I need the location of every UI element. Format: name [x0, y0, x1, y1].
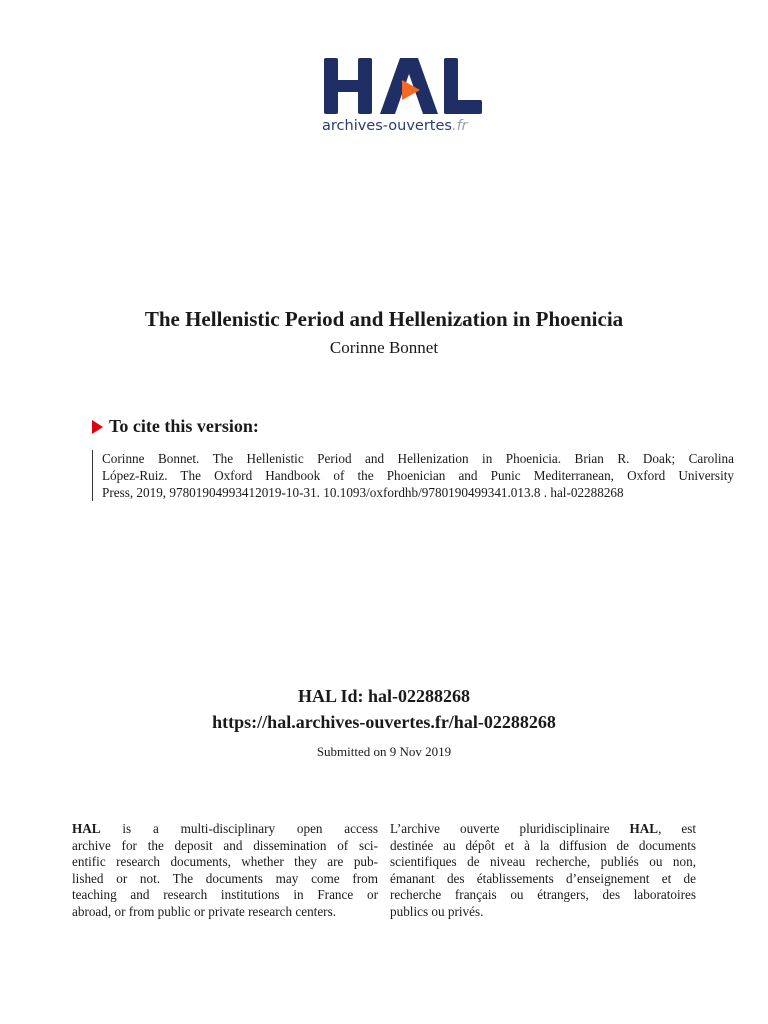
notice-line: destinée au dépôt et à la diffusion de documents: [390, 837, 696, 853]
paper-title: The Hellenistic Period and Hellenization in Phoenicia: [144, 307, 624, 331]
citation-line: Press, 2019, 97801904993412019-10-31. 10.1093/oxfordhb/9780190499341.013.8 . hal-02288268: [102, 485, 624, 500]
notice-line: scientifiques de niveau recherche, publiés ou non,: [390, 854, 696, 870]
hal-url-link[interactable]: https://hal.archives-ouvertes.fr/hal-02288268: [212, 712, 556, 732]
hal-logo-subtitle: [322, 118, 468, 134]
submission-date: Submitted on 9 Nov 2019: [316, 744, 452, 759]
citation-block: [92, 450, 734, 501]
citation-line: Corinne Bonnet. The Hellenistic Period and Hellenization in Phoenicia. Brian R. Doak; Carolina: [102, 451, 734, 466]
cite-heading-text: To cite this version:: [109, 416, 259, 436]
notice-fr-pre: L’archive ouverte pluridisciplinaire: [390, 821, 630, 836]
paper-author: Corinne Bonnet: [329, 338, 439, 357]
cite-heading: [92, 416, 259, 437]
notice-line: publics ou privés.: [390, 903, 484, 919]
notice-line: [72, 821, 378, 838]
notice-line-text: is a multi-disciplinary open access: [100, 821, 378, 836]
notice-line: abroad, or from public or private research centers.: [72, 903, 336, 919]
notice-fr-hal-bold: HAL: [629, 821, 659, 836]
hal-id: HAL Id: hal-02288268: [297, 686, 471, 706]
hal-logo-mark: [322, 52, 486, 116]
triangle-bullet-icon: [92, 420, 103, 434]
logo-subtitle-suffix: .fr: [451, 118, 468, 134]
notice-line: lished or not. The documents may come from: [72, 870, 378, 886]
notice-english: [72, 821, 378, 921]
notice-french: [390, 821, 696, 921]
notice-line: archive for the deposit and dissemination of sci-: [72, 837, 378, 853]
notice-line: teaching and research institutions in France or: [72, 887, 378, 903]
hal-logo: [322, 52, 486, 142]
citation-line: López-Ruiz. The Oxford Handbook of the Phoenician and Punic Mediterranean, Oxford University: [102, 468, 734, 483]
logo-subtitle-text: archives-ouvertes: [322, 118, 452, 134]
notice-line: entific research documents, whether they are pub-: [72, 854, 378, 870]
notice-line: émanant des établissements d’enseignement et de: [390, 870, 696, 886]
notice-hal-bold: HAL: [72, 821, 101, 836]
notice-line: recherche français ou étrangers, des laboratoires: [390, 887, 696, 903]
notice-line: [390, 821, 696, 838]
notice-fr-post: , est: [658, 821, 696, 836]
